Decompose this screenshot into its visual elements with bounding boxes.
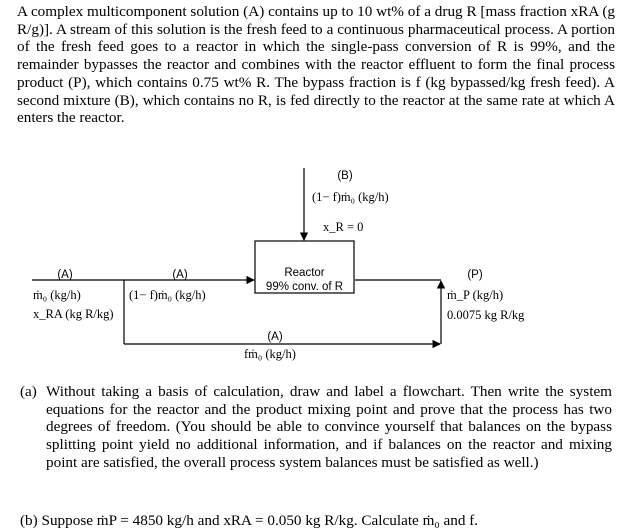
feed-flow: ṁ₀ (kg/h): [33, 288, 81, 302]
stream-b-name: (B): [337, 170, 353, 182]
feed-name: (A): [57, 269, 73, 281]
reactor-label: Reactor: [284, 267, 325, 279]
bypass-name: (A): [267, 331, 283, 343]
part-a-text: Without taking a basis of calculation, draw and label a flowchart. Then write the system equations for the reactor and the product mixing point and prove that the process has two degrees of freedom. (You should be able to convince yourself that balances on the bypass splitting point yield no additional information, and if balances on the reactor and mixing point are satisfied, the overall process system balances must be satisfied as well.): [46, 383, 612, 471]
to-reactor-name: (A): [172, 269, 188, 281]
question-part-a: [20, 383, 612, 472]
question-part-b: [20, 512, 612, 530]
product-flow: ṁ_P (kg/h): [447, 288, 504, 302]
part-b-text: Suppose ṁP = 4850 kg/h and xRA = 0.050 kg R/kg. Calculate ṁ₀ and f.: [41, 512, 479, 529]
feed-composition: x_RA (kg R/kg): [33, 307, 114, 321]
stream-b-composition: x_R = 0: [323, 220, 364, 234]
problem-intro: A complex multicomponent solution (A) contains up to 10 wt% of a drug R [mass fraction xRA (g R/g)]. A stream of this solution is the fresh feed to a continuous pharmaceutical process. A portion of the fresh feed goes to a reactor in which the single-pass conversion of R is 99%, and the remainder bypasses the reactor and combines with the reactor effluent to form the final process product (P), which contains 0.75 wt% R. The bypass fraction is f (kg bypassed/kg fresh feed). A second mixture (B), which contains no R, is fed directly to the reactor at the same rate at which A enters the reactor.: [17, 3, 615, 127]
to-reactor-flow: (1− f)ṁ₀ (kg/h): [129, 288, 206, 302]
reactor-conversion: 99% conv. of R: [265, 281, 344, 293]
part-b-label: (b): [20, 512, 38, 529]
stream-b-flow: (1− f)ṁ₀ (kg/h): [312, 190, 389, 204]
product-name: (P): [467, 269, 483, 281]
flowchart-diagram: [0, 150, 622, 380]
product-composition: 0.0075 kg R/kg: [447, 308, 525, 322]
bypass-flow: fṁ₀ (kg/h): [244, 347, 296, 361]
part-a-label: (a): [20, 383, 37, 400]
flowchart-lines: [0, 150, 622, 380]
